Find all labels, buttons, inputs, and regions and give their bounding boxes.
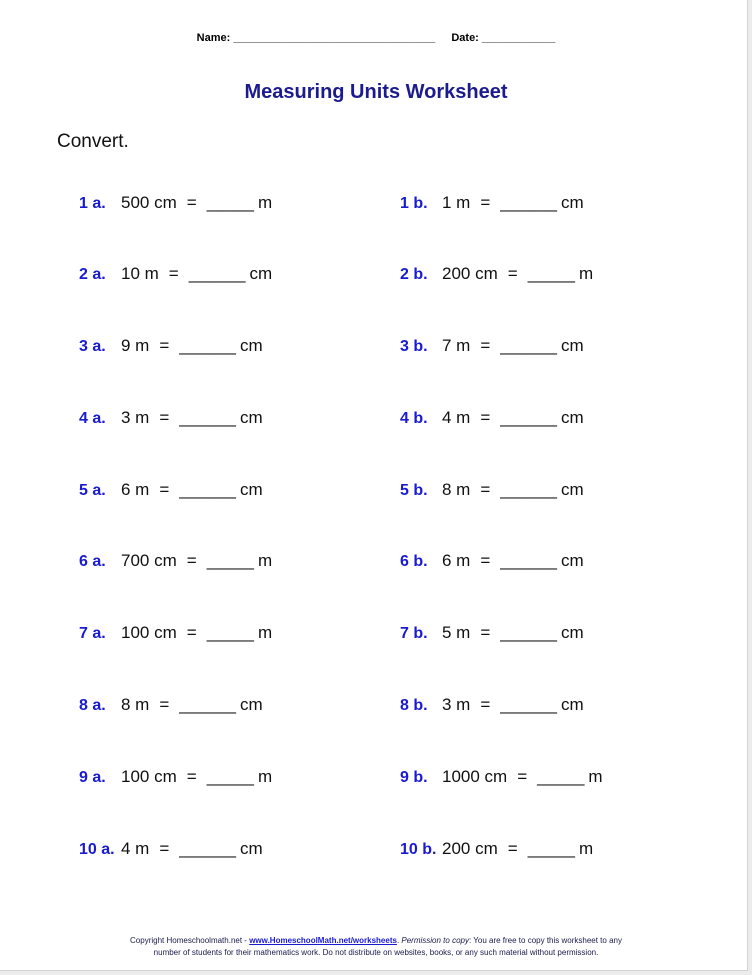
answer-blank[interactable]: ______ xyxy=(500,623,558,642)
problem-5a xyxy=(79,478,263,502)
worksheet-title: Measuring Units Worksheet xyxy=(244,81,508,103)
answer-unit: cm xyxy=(249,264,273,283)
problem-quantity: 500 cm xyxy=(121,193,177,212)
problem-1b xyxy=(400,191,584,215)
problem-label: 5 b. xyxy=(400,482,428,499)
date-blank: ____________ xyxy=(481,32,556,44)
equals-sign: = xyxy=(159,695,170,714)
problem-quantity: 200 cm xyxy=(442,264,498,283)
problem-label: 9 b. xyxy=(400,769,428,786)
problem-quantity: 8 m xyxy=(442,480,471,499)
equals-sign: = xyxy=(517,767,528,786)
name-blank: _________________________________ xyxy=(233,32,436,44)
problem-7a xyxy=(79,621,272,645)
problem-4a xyxy=(79,406,263,430)
problem-label: 6 a. xyxy=(79,553,106,570)
answer-unit: cm xyxy=(240,480,263,499)
problem-label: 8 a. xyxy=(79,697,106,714)
answer-unit: m xyxy=(257,623,273,642)
footer-link[interactable]: www.HomeschoolMath.net/worksheets xyxy=(249,936,397,945)
answer-unit: m xyxy=(257,551,273,570)
problem-label: 3 a. xyxy=(79,338,106,355)
problem-label: 9 a. xyxy=(79,769,106,786)
equals-sign: = xyxy=(159,336,170,355)
problem-quantity: 700 cm xyxy=(121,551,177,570)
answer-blank[interactable]: ______ xyxy=(500,695,558,714)
answer-blank[interactable]: ______ xyxy=(500,408,558,427)
problem-3a xyxy=(79,334,263,358)
problem-2a xyxy=(79,262,272,286)
problem-quantity: 200 cm xyxy=(442,839,498,858)
footer-permission: Permission to copy xyxy=(401,936,469,945)
problem-quantity: 6 m xyxy=(121,480,150,499)
answer-blank[interactable]: ______ xyxy=(500,480,558,499)
problem-quantity: 1000 cm xyxy=(442,767,508,786)
answer-blank[interactable]: ______ xyxy=(188,264,246,283)
answer-blank[interactable]: _____ xyxy=(527,264,575,283)
problem-5b xyxy=(400,478,584,502)
problem-quantity: 100 cm xyxy=(121,623,177,642)
answer-unit: cm xyxy=(561,480,584,499)
answer-unit: cm xyxy=(240,839,263,858)
problem-label: 4 b. xyxy=(400,410,428,427)
problem-6a xyxy=(79,549,272,573)
problem-quantity: 8 m xyxy=(121,695,150,714)
answer-unit: cm xyxy=(561,551,584,570)
problem-label: 3 b. xyxy=(400,338,428,355)
equals-sign: = xyxy=(186,551,197,570)
problem-6b xyxy=(400,549,584,573)
equals-sign: = xyxy=(480,336,491,355)
answer-unit: m xyxy=(588,767,603,786)
problem-quantity: 6 m xyxy=(442,551,471,570)
problem-9a xyxy=(79,765,272,789)
answer-unit: m xyxy=(578,839,594,858)
problem-quantity: 10 m xyxy=(121,264,159,283)
copyright-footer: Copyright Homeschoolmath.net - www.HomeschoolMath.net/worksheets. Permission to copy: You are free to copy this worksheet to any number of students for their mathematics work. Do not distribute on websites, books, or any such material without permission. xyxy=(0,935,752,959)
answer-blank[interactable]: ______ xyxy=(179,336,237,355)
problem-8a xyxy=(79,693,263,717)
equals-sign: = xyxy=(507,839,518,858)
problem-quantity: 100 cm xyxy=(121,767,177,786)
answer-unit: cm xyxy=(561,408,584,427)
problem-label: 7 b. xyxy=(400,625,428,642)
answer-blank[interactable]: ______ xyxy=(179,839,237,858)
footer-copyright: Copyright Homeschoolmath.net - xyxy=(130,936,247,945)
equals-sign: = xyxy=(480,623,491,642)
problem-quantity: 5 m xyxy=(442,623,471,642)
problem-quantity: 9 m xyxy=(121,336,150,355)
problem-label: 1 b. xyxy=(400,195,428,212)
problem-quantity: 4 m xyxy=(442,408,471,427)
problem-quantity: 3 m xyxy=(442,695,471,714)
problem-quantity: 4 m xyxy=(121,839,150,858)
equals-sign: = xyxy=(168,264,179,283)
problem-1a xyxy=(79,191,272,215)
equals-sign: = xyxy=(159,408,170,427)
equals-sign: = xyxy=(480,695,491,714)
answer-blank[interactable]: ______ xyxy=(500,336,558,355)
answer-unit: m xyxy=(257,193,273,212)
problem-10b xyxy=(400,837,593,861)
problem-label: 2 b. xyxy=(400,266,428,283)
answer-blank[interactable]: _____ xyxy=(537,767,585,786)
answer-blank[interactable]: _____ xyxy=(527,839,575,858)
problem-quantity: 1 m xyxy=(442,193,471,212)
problem-9b xyxy=(400,765,603,789)
problem-label: 8 b. xyxy=(400,697,428,714)
equals-sign: = xyxy=(480,551,491,570)
problem-4b xyxy=(400,406,584,430)
answer-blank[interactable]: _____ xyxy=(206,767,254,786)
answer-unit: cm xyxy=(561,695,584,714)
answer-blank[interactable]: ______ xyxy=(179,695,237,714)
problem-8b xyxy=(400,693,584,717)
answer-unit: m xyxy=(578,264,594,283)
problem-label: 6 b. xyxy=(400,553,428,570)
answer-unit: cm xyxy=(240,408,263,427)
answer-unit: cm xyxy=(561,336,584,355)
equals-sign: = xyxy=(480,193,491,212)
problem-label: 10 b. xyxy=(400,841,437,858)
answer-unit: m xyxy=(257,767,273,786)
date-label: Date: xyxy=(451,32,479,44)
equals-sign: = xyxy=(159,839,170,858)
answer-blank[interactable]: _____ xyxy=(206,193,254,212)
answer-blank[interactable]: ______ xyxy=(500,551,558,570)
problem-label: 2 a. xyxy=(79,266,106,283)
instructions: Convert. xyxy=(57,131,129,152)
equals-sign: = xyxy=(159,480,170,499)
answer-unit: cm xyxy=(240,695,263,714)
equals-sign: = xyxy=(186,193,197,212)
problem-label: 1 a. xyxy=(79,195,106,212)
answer-blank[interactable]: _____ xyxy=(206,551,254,570)
problem-label: 10 a. xyxy=(79,841,115,858)
footer-line2: number of students for their mathematics work. Do not distribute on websites, books, or any such material without permission. xyxy=(153,948,599,957)
answer-blank[interactable]: ______ xyxy=(179,480,237,499)
equals-sign: = xyxy=(507,264,518,283)
equals-sign: = xyxy=(480,408,491,427)
answer-blank[interactable]: ______ xyxy=(500,193,558,212)
equals-sign: = xyxy=(186,767,197,786)
problem-label: 7 a. xyxy=(79,625,106,642)
answer-unit: cm xyxy=(240,336,263,355)
name-date-header xyxy=(0,32,752,44)
equals-sign: = xyxy=(480,480,491,499)
answer-unit: cm xyxy=(561,623,584,642)
problem-10a xyxy=(79,837,263,861)
name-label: Name: xyxy=(196,32,231,44)
answer-blank[interactable]: ______ xyxy=(179,408,237,427)
problem-3b xyxy=(400,334,584,358)
problem-quantity: 3 m xyxy=(121,408,150,427)
answer-blank[interactable]: _____ xyxy=(206,623,254,642)
footer-line1-rest: : You are free to copy this worksheet to any xyxy=(468,936,622,945)
answer-unit: cm xyxy=(561,193,584,212)
problem-2b xyxy=(400,262,593,286)
equals-sign: = xyxy=(186,623,197,642)
problem-quantity: 7 m xyxy=(442,336,471,355)
problem-7b xyxy=(400,621,584,645)
problem-label: 5 a. xyxy=(79,482,106,499)
problem-label: 4 a. xyxy=(79,410,106,427)
